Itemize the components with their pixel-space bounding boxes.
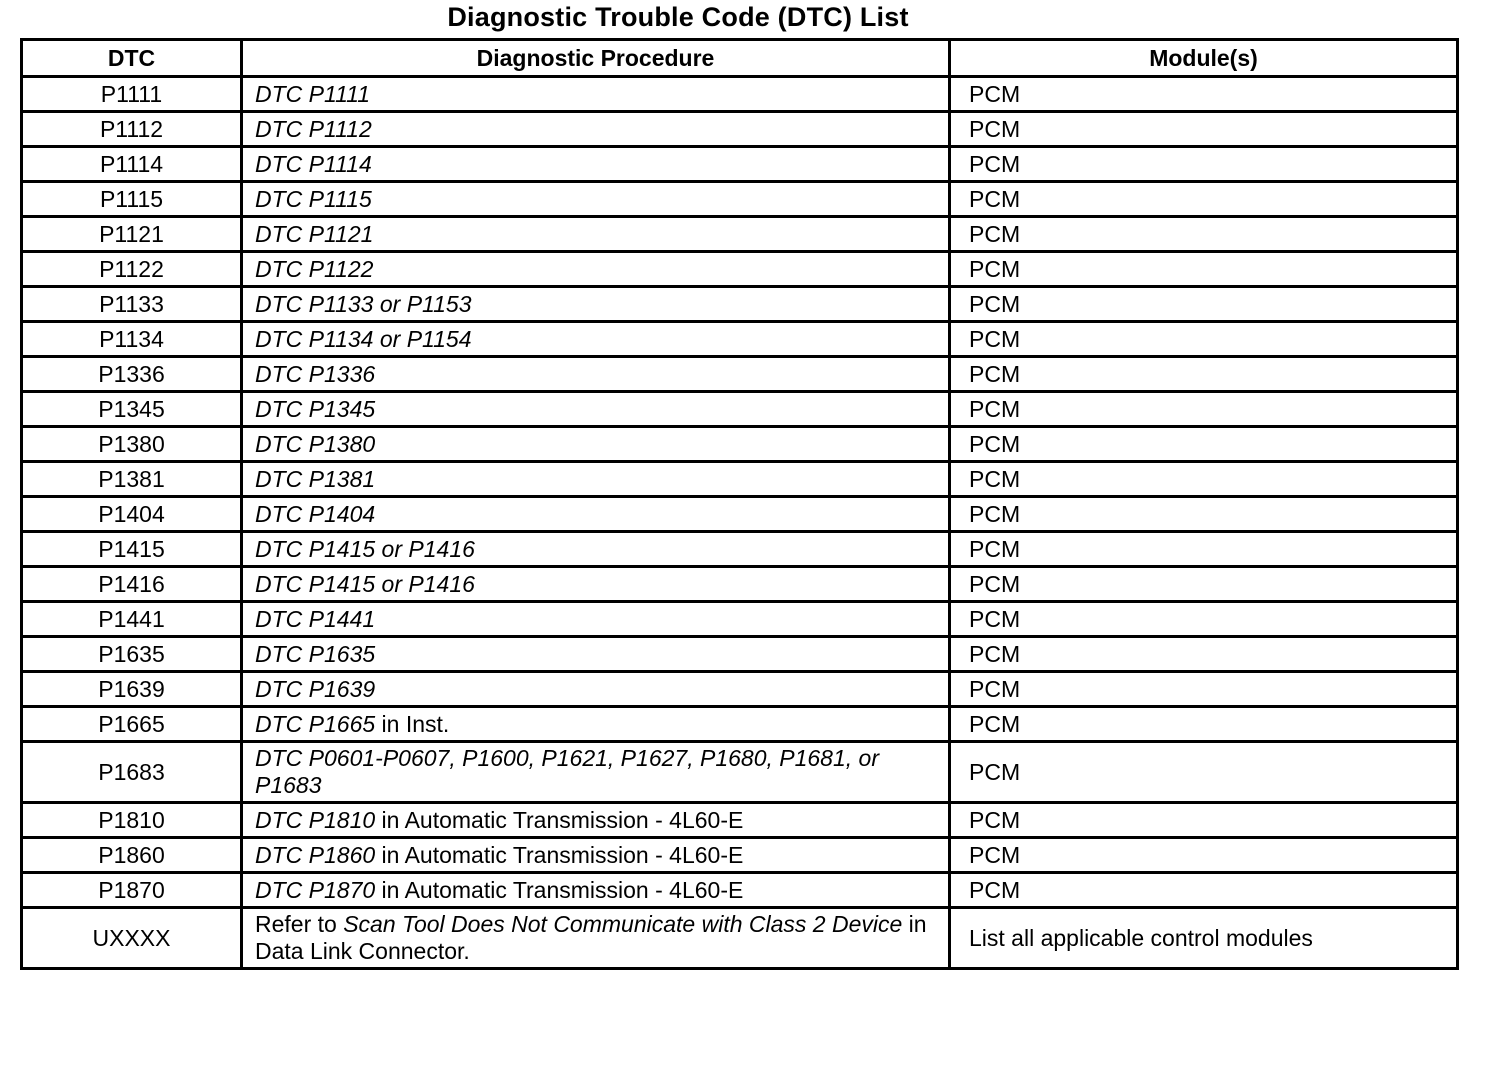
procedure-cell: [242, 287, 950, 322]
procedure-cell: [242, 322, 950, 357]
dtc-code-cell: P1404: [22, 497, 242, 532]
procedure-reference: DTC P1121: [255, 220, 374, 247]
dtc-code-cell: P1121: [22, 217, 242, 252]
procedure-cell: [242, 497, 950, 532]
dtc-code-cell: P1860: [22, 838, 242, 873]
dtc-code-cell: P1115: [22, 182, 242, 217]
table-row: [22, 838, 1458, 873]
procedure-cell: [242, 838, 950, 873]
dtc-code-cell: P1122: [22, 252, 242, 287]
module-cell: PCM: [950, 357, 1458, 392]
procedure-reference: DTC P1380: [255, 430, 376, 457]
module-cell: PCM: [950, 672, 1458, 707]
table-row: [22, 322, 1458, 357]
dtc-code-cell: P1416: [22, 567, 242, 602]
table-row: [22, 182, 1458, 217]
procedure-cell: [242, 803, 950, 838]
procedure-cell: [242, 77, 950, 112]
column-header-diagnostic-procedure: Diagnostic Procedure: [242, 40, 950, 77]
procedure-reference: DTC P1122: [255, 255, 374, 282]
procedure-suffix: in Automatic Transmission - 4L60-E: [375, 876, 744, 903]
module-cell: PCM: [950, 217, 1458, 252]
module-cell: List all applicable control modules: [950, 908, 1458, 969]
procedure-reference: DTC P1404: [255, 500, 376, 527]
procedure-reference: DTC P1114: [255, 150, 372, 177]
procedure-cell: [242, 637, 950, 672]
table-row: [22, 637, 1458, 672]
module-cell: PCM: [950, 838, 1458, 873]
dtc-code-cell: P1639: [22, 672, 242, 707]
table-row: [22, 532, 1458, 567]
procedure-cell: [242, 532, 950, 567]
procedure-cell: [242, 742, 950, 803]
dtc-code-cell: UXXXX: [22, 908, 242, 969]
procedure-cell: [242, 147, 950, 182]
dtc-code-cell: P1683: [22, 742, 242, 803]
procedure-reference: DTC P1860: [255, 841, 376, 868]
dtc-code-cell: P1870: [22, 873, 242, 908]
procedure-suffix: in Data Link Connector.: [255, 911, 927, 964]
dtc-code-cell: P1441: [22, 602, 242, 637]
module-cell: PCM: [950, 873, 1458, 908]
procedure-suffix: in Inst.: [375, 710, 450, 737]
table-row: [22, 707, 1458, 742]
procedure-reference: DTC P1115: [255, 185, 372, 212]
dtc-code-cell: P1112: [22, 112, 242, 147]
procedure-cell: [242, 357, 950, 392]
dtc-table: [20, 38, 1459, 970]
column-header-modules: Module(s): [950, 40, 1458, 77]
module-cell: PCM: [950, 392, 1458, 427]
module-cell: PCM: [950, 287, 1458, 322]
table-row: [22, 112, 1458, 147]
dtc-code-cell: P1810: [22, 803, 242, 838]
dtc-code-cell: P1111: [22, 77, 242, 112]
module-cell: PCM: [950, 147, 1458, 182]
procedure-reference: DTC P1345: [255, 395, 376, 422]
table-row: [22, 77, 1458, 112]
module-cell: PCM: [950, 462, 1458, 497]
module-cell: PCM: [950, 707, 1458, 742]
procedure-cell: [242, 707, 950, 742]
dtc-code-cell: P1114: [22, 147, 242, 182]
procedure-reference: DTC P1415 or P1416: [255, 570, 475, 597]
dtc-code-cell: P1665: [22, 707, 242, 742]
table-row: [22, 803, 1458, 838]
dtc-code-cell: P1415: [22, 532, 242, 567]
procedure-cell: [242, 462, 950, 497]
procedure-reference: DTC P1111: [255, 80, 371, 107]
procedure-suffix: in Automatic Transmission - 4L60-E: [375, 841, 744, 868]
dtc-code-cell: P1133: [22, 287, 242, 322]
procedure-reference: DTC P1441: [255, 605, 376, 632]
table-row: [22, 252, 1458, 287]
procedure-cell: [242, 427, 950, 462]
table-row: [22, 908, 1458, 969]
procedure-suffix: in Automatic Transmission - 4L60-E: [375, 806, 744, 833]
table-row: [22, 392, 1458, 427]
dtc-code-cell: P1635: [22, 637, 242, 672]
procedure-prefix: Refer to: [255, 911, 344, 937]
module-cell: PCM: [950, 112, 1458, 147]
procedure-cell: [242, 602, 950, 637]
table-row: [22, 427, 1458, 462]
procedure-cell: [242, 873, 950, 908]
procedure-reference: Scan Tool Does Not Communicate with Class 2 Device: [343, 911, 903, 937]
table-row: [22, 567, 1458, 602]
table-row: [22, 672, 1458, 707]
dtc-code-cell: P1134: [22, 322, 242, 357]
module-cell: PCM: [950, 567, 1458, 602]
table-row: [22, 497, 1458, 532]
procedure-reference: DTC P1336: [255, 360, 376, 387]
procedure-reference: DTC P1134 or P1154: [255, 325, 472, 352]
procedure-reference: DTC P1415 or P1416: [255, 535, 475, 562]
procedure-reference: DTC P1639: [255, 675, 376, 702]
table-row: [22, 357, 1458, 392]
table-row: [22, 217, 1458, 252]
table-row: [22, 287, 1458, 322]
procedure-cell: [242, 672, 950, 707]
procedure-reference: DTC P1381: [255, 465, 376, 492]
module-cell: PCM: [950, 322, 1458, 357]
table-row: [22, 462, 1458, 497]
module-cell: PCM: [950, 77, 1458, 112]
module-cell: PCM: [950, 497, 1458, 532]
dtc-code-cell: P1381: [22, 462, 242, 497]
table-row: [22, 873, 1458, 908]
dtc-code-cell: P1380: [22, 427, 242, 462]
dtc-code-cell: P1336: [22, 357, 242, 392]
procedure-cell: [242, 252, 950, 287]
module-cell: PCM: [950, 742, 1458, 803]
module-cell: PCM: [950, 252, 1458, 287]
procedure-cell: [242, 182, 950, 217]
module-cell: PCM: [950, 602, 1458, 637]
table-body: [22, 77, 1458, 969]
table-header-row: [22, 40, 1458, 77]
module-cell: PCM: [950, 803, 1458, 838]
procedure-reference: DTC P1870: [255, 876, 376, 903]
procedure-reference: DTC P1133 or P1153: [255, 290, 472, 317]
procedure-reference: DTC P1635: [255, 640, 376, 667]
module-cell: PCM: [950, 637, 1458, 672]
table-row: [22, 602, 1458, 637]
table-row: [22, 742, 1458, 803]
column-header-dtc: DTC: [22, 40, 242, 77]
procedure-cell: [242, 392, 950, 427]
page-title: Diagnostic Trouble Code (DTC) List: [447, 2, 909, 32]
module-cell: PCM: [950, 182, 1458, 217]
module-cell: PCM: [950, 427, 1458, 462]
procedure-reference: DTC P1810: [255, 806, 376, 833]
procedure-reference: DTC P0601-P0607, P1600, P1621, P1627, P1680, P1681, or P1683: [255, 745, 879, 798]
table-row: [22, 147, 1458, 182]
procedure-cell: [242, 217, 950, 252]
procedure-reference: DTC P1112: [255, 115, 372, 142]
dtc-code-cell: P1345: [22, 392, 242, 427]
procedure-cell: [242, 908, 950, 969]
procedure-cell: [242, 567, 950, 602]
procedure-cell: [242, 112, 950, 147]
module-cell: PCM: [950, 532, 1458, 567]
procedure-reference: DTC P1665: [255, 710, 376, 737]
